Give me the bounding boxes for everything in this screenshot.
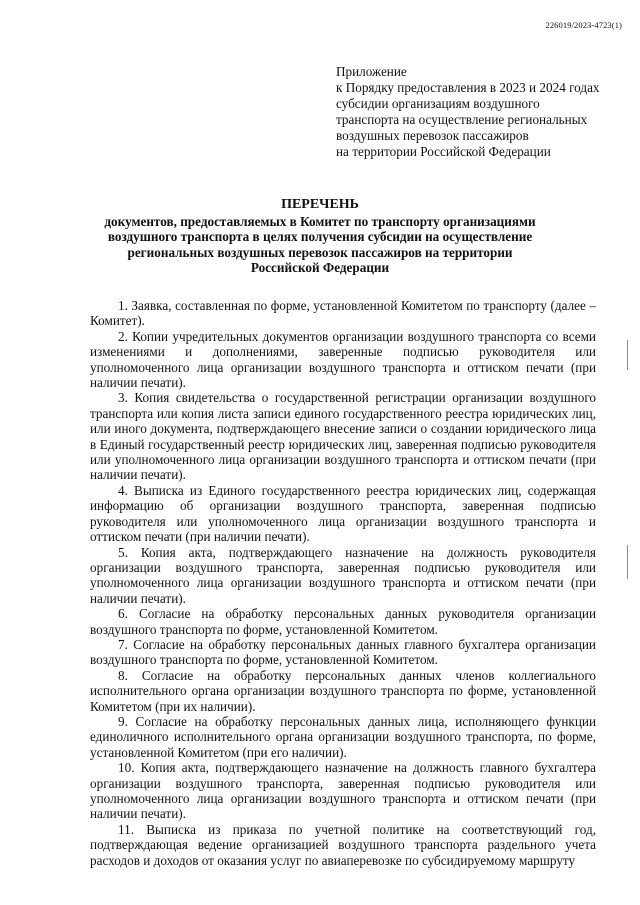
scan-margin-mark <box>627 340 628 370</box>
list-item: 8. Согласие на обработку персональных данных членов коллегиального исполнительного органа организации воздушного транспорта по форме, установленной Комитетом (при их наличии). <box>90 667 596 714</box>
document-title <box>80 197 560 276</box>
list-item: 7. Согласие на обработку персональных данных главного бухгалтера организации воздушного транспорта по форме, установленной Комитетом. <box>90 636 596 668</box>
appendix-header <box>336 64 626 160</box>
list-item: 10. Копия акта, подтверждающего назначение на должность главного бухгалтера организации воздушного транспорта, заверенная подписью руководителя или уполномоченного лица организации воздушного транспорта и оттиском печати (при наличии печати). <box>90 760 596 822</box>
list-item: 5. Копия акта, подтверждающего назначение на должность руководителя организации воздушного транспорта, заверенная подписью руководителя или уполномоченного лица организации воздушного транспорта и оттиском печати (при наличии печати). <box>90 544 596 606</box>
list-item: 4. Выписка из Единого государственного реестра юридических лиц, содержащая информацию об организации воздушного транспорта, заверенная подписью руководителя или уполномоченного лица организации воздушного транспорта и оттиском печати (при наличии печати). <box>90 482 596 545</box>
title-line: Российской Федерации <box>250 260 390 276</box>
list-item: 6. Согласие на обработку персональных данных руководителя организации воздушного транспорта по форме, установленной Комитетом. <box>90 606 596 637</box>
appendix-line: воздушных перевозок пассажиров <box>336 128 529 143</box>
title-heading: ПЕРЕЧЕНЬ <box>281 197 359 212</box>
list-item: 9. Согласие на обработку персональных данных лица, исполняющего функции единоличного исполнительного органа организации воздушного транспорта, по форме, установленной Комитетом (при его наличии). <box>90 713 596 760</box>
scan-margin-mark <box>627 545 628 579</box>
appendix-line: Приложение <box>336 64 407 79</box>
title-line: воздушного транспорта в целях получения субсидии на осуществление <box>107 229 533 245</box>
document-body <box>90 298 596 868</box>
title-line: региональных воздушных перевозок пассажиров на территории <box>127 244 513 260</box>
title-line: документов, предоставляемых в Комитет по транспорту организациями <box>104 213 536 229</box>
document-number: 226019/2023-4723(1) <box>545 20 622 30</box>
list-item: 11. Выписка из приказа по учетной политике на соответствующий год, подтверждающая ведение организацией воздушного транспорта раздельного учета расходов и доходов от оказания услуг по авиаперевозке по субсидируемому маршруту <box>90 821 596 868</box>
list-item: 3. Копия свидетельства о государственной регистрации организации воздушного транспорта или копия листа записи единого государственного реестра юридических лиц, или иного документа, подтверждающего внесение записи о создании юридического лица в Единый государственный реестр юридических лиц, заверенная подписью руководителя или уполномоченного лица организации воздушного транспорта и оттиском печати (при наличии печати). <box>90 390 596 483</box>
list-item: 2. Копии учредительных документов организации воздушного транспорта со всеми изменениями и дополнениями, заверенные подписью руководителя или уполномоченного лица организации воздушного транспорта и оттиском печати (при наличии печати). <box>90 328 596 391</box>
list-item: 1. Заявка, составленная по форме, установленной Комитетом по транспорту (далее – Комитет). <box>90 298 596 329</box>
appendix-line: к Порядку предоставления в 2023 и 2024 годах <box>336 80 600 95</box>
appendix-line: транспорта на осуществление региональных <box>336 112 588 127</box>
appendix-line: субсидии организациям воздушного <box>336 96 540 111</box>
appendix-line: на территории Российской Федерации <box>336 144 551 159</box>
